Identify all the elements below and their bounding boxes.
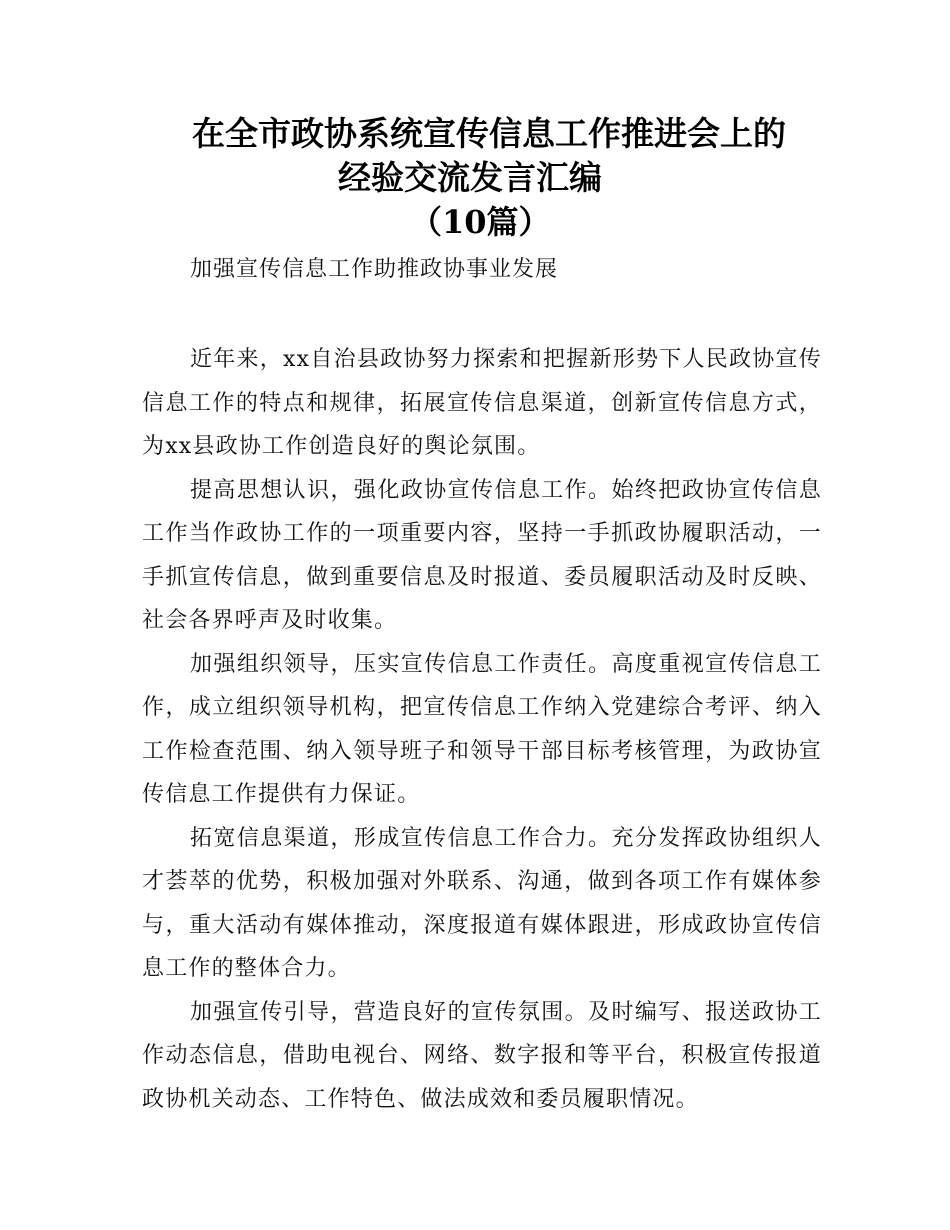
title-line-3: （10篇） <box>410 203 551 241</box>
title-line-1: 在全市政协系统宣传信息工作推进会上的 <box>192 114 786 153</box>
article-subtitle: 加强宣传信息工作助推政协事业发展 <box>190 257 559 282</box>
paragraph-4: 拓宽信息渠道，形成宣传信息工作合力。充分发挥政协组织人才荟萃的优势，积极加强对外联系、沟通，做到各项工作有媒体参与，重大活动有媒体推动，深度报道有媒体跟进，形成政协宣传信息工作的整体合力。 <box>142 825 822 981</box>
paragraph-1: 近年来，xx自治县政协努力探索和把握新形势下人民政协宣传信息工作的特点和规律，拓展宣传信息渠道，创新宣传信息方式，为xx县政协工作创造良好的舆论氛围。 <box>142 347 822 459</box>
paragraph-5: 加强宣传引导，营造良好的宣传氛围。及时编写、报送政协工作动态信息，借助电视台、网络、数字报和等平台，积极宣传报道政协机关动态、工作特色、做法成效和委员履职情况。 <box>142 999 822 1112</box>
paragraph-3: 加强组织领导，压实宣传信息工作责任。高度重视宣传信息工作，成立组织领导机构，把宣传信息工作纳入党建综合考评、纳入工作检查范围、纳入领导班子和领导干部目标考核管理，为政协宣传信息工作提供有力保证。 <box>142 651 822 807</box>
paragraph-2: 提高思想认识，强化政协宣传信息工作。始终把政协宣传信息工作当作政协工作的一项重要内容，坚持一手抓政协履职活动，一手抓宣传信息，做到重要信息及时报道、委员履职活动及时反映、社会各界呼声及时收集。 <box>142 477 822 633</box>
title-line-2: 经验交流发言汇编 <box>338 158 602 197</box>
article-body <box>142 338 822 1121</box>
